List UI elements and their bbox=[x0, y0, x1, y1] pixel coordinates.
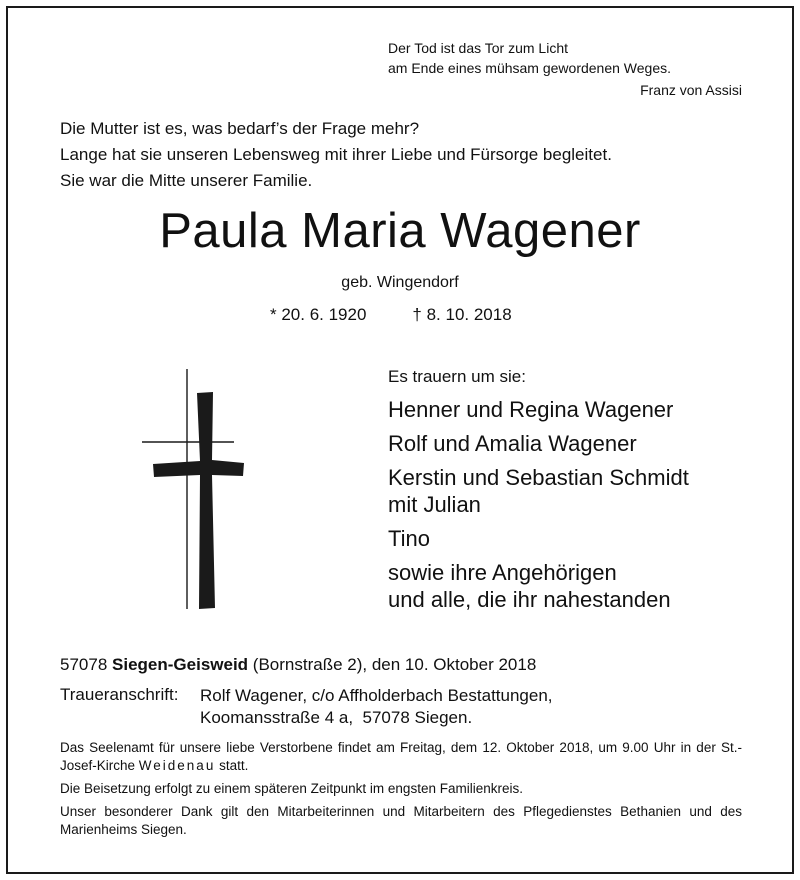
mourner-3: Kerstin und Sebastian Schmidt mit Julian bbox=[388, 465, 689, 517]
mourner-2: Rolf und Amalia Wagener bbox=[388, 431, 637, 456]
intro-line-2: Lange hat sie unseren Lebensweg mit ihrer Liebe und Fürsorge begleitet. bbox=[60, 145, 612, 164]
deceased-name: Paula Maria Wagener bbox=[159, 204, 641, 258]
birth-date: * 20. 6. 1920 bbox=[270, 305, 367, 324]
mourners-intro: Es trauern um sie: bbox=[388, 367, 526, 386]
place-date bbox=[60, 655, 536, 675]
note-service-place: Weidenau bbox=[138, 758, 216, 773]
mourning-address bbox=[200, 685, 553, 729]
quote-line-2: am Ende eines mühsam gewordenen Weges. bbox=[388, 60, 672, 76]
birth-name: geb. Wingendorf bbox=[341, 274, 459, 291]
mourner-1: Henner und Regina Wagener bbox=[388, 397, 674, 422]
mourner-5: sowie ihre Angehörigen und alle, die ihr nahestanden bbox=[388, 560, 671, 612]
address-line-2: Koomansstraße 4 a, 57078 Siegen. bbox=[200, 708, 473, 727]
address-label: Traueranschrift: bbox=[60, 685, 179, 704]
intro-line-1: Die Mutter ist es, was bedarf’s der Frage mehr? bbox=[60, 119, 420, 138]
mourner-4: Tino bbox=[388, 526, 430, 551]
note-service bbox=[60, 739, 742, 775]
death-date: † 8. 10. 2018 bbox=[412, 305, 512, 324]
notes bbox=[60, 739, 742, 844]
place-zip: 57078 bbox=[60, 655, 108, 674]
place-street: (Bornstraße 2), den 10. Oktober 2018 bbox=[252, 655, 537, 674]
note-service-text: Das Seelenamt für unsere liebe Verstorbene findet am Freitag, dem 12. Oktober 2018, um 9.00 Uhr in der St.-Josef-Kirche bbox=[60, 740, 742, 773]
quote bbox=[388, 38, 671, 78]
mourners-list bbox=[388, 396, 689, 620]
quote-line-1: Der Tod ist das Tor zum Licht bbox=[388, 40, 569, 56]
intro-line-3: Sie war die Mitte unserer Familie. bbox=[60, 171, 313, 190]
note-thanks: Unser besonderer Dank gilt den Mitarbeiterinnen und Mitarbeitern des Pflegedienstes Bethanien und des Marienheims Siegen. bbox=[60, 804, 742, 837]
cross-icon bbox=[140, 365, 250, 615]
note-service-end: statt. bbox=[215, 758, 249, 773]
intro-text bbox=[60, 116, 612, 194]
note-burial: Die Beisetzung erfolgt zu einem späteren Zeitpunkt im engsten Familienkreis. bbox=[60, 781, 523, 796]
place-city: Siegen-Geisweid bbox=[112, 655, 249, 674]
quote-author: Franz von Assisi bbox=[640, 82, 742, 98]
address-line-1: Rolf Wagener, c/o Affholderbach Bestattungen, bbox=[200, 686, 553, 705]
life-dates bbox=[270, 305, 512, 325]
